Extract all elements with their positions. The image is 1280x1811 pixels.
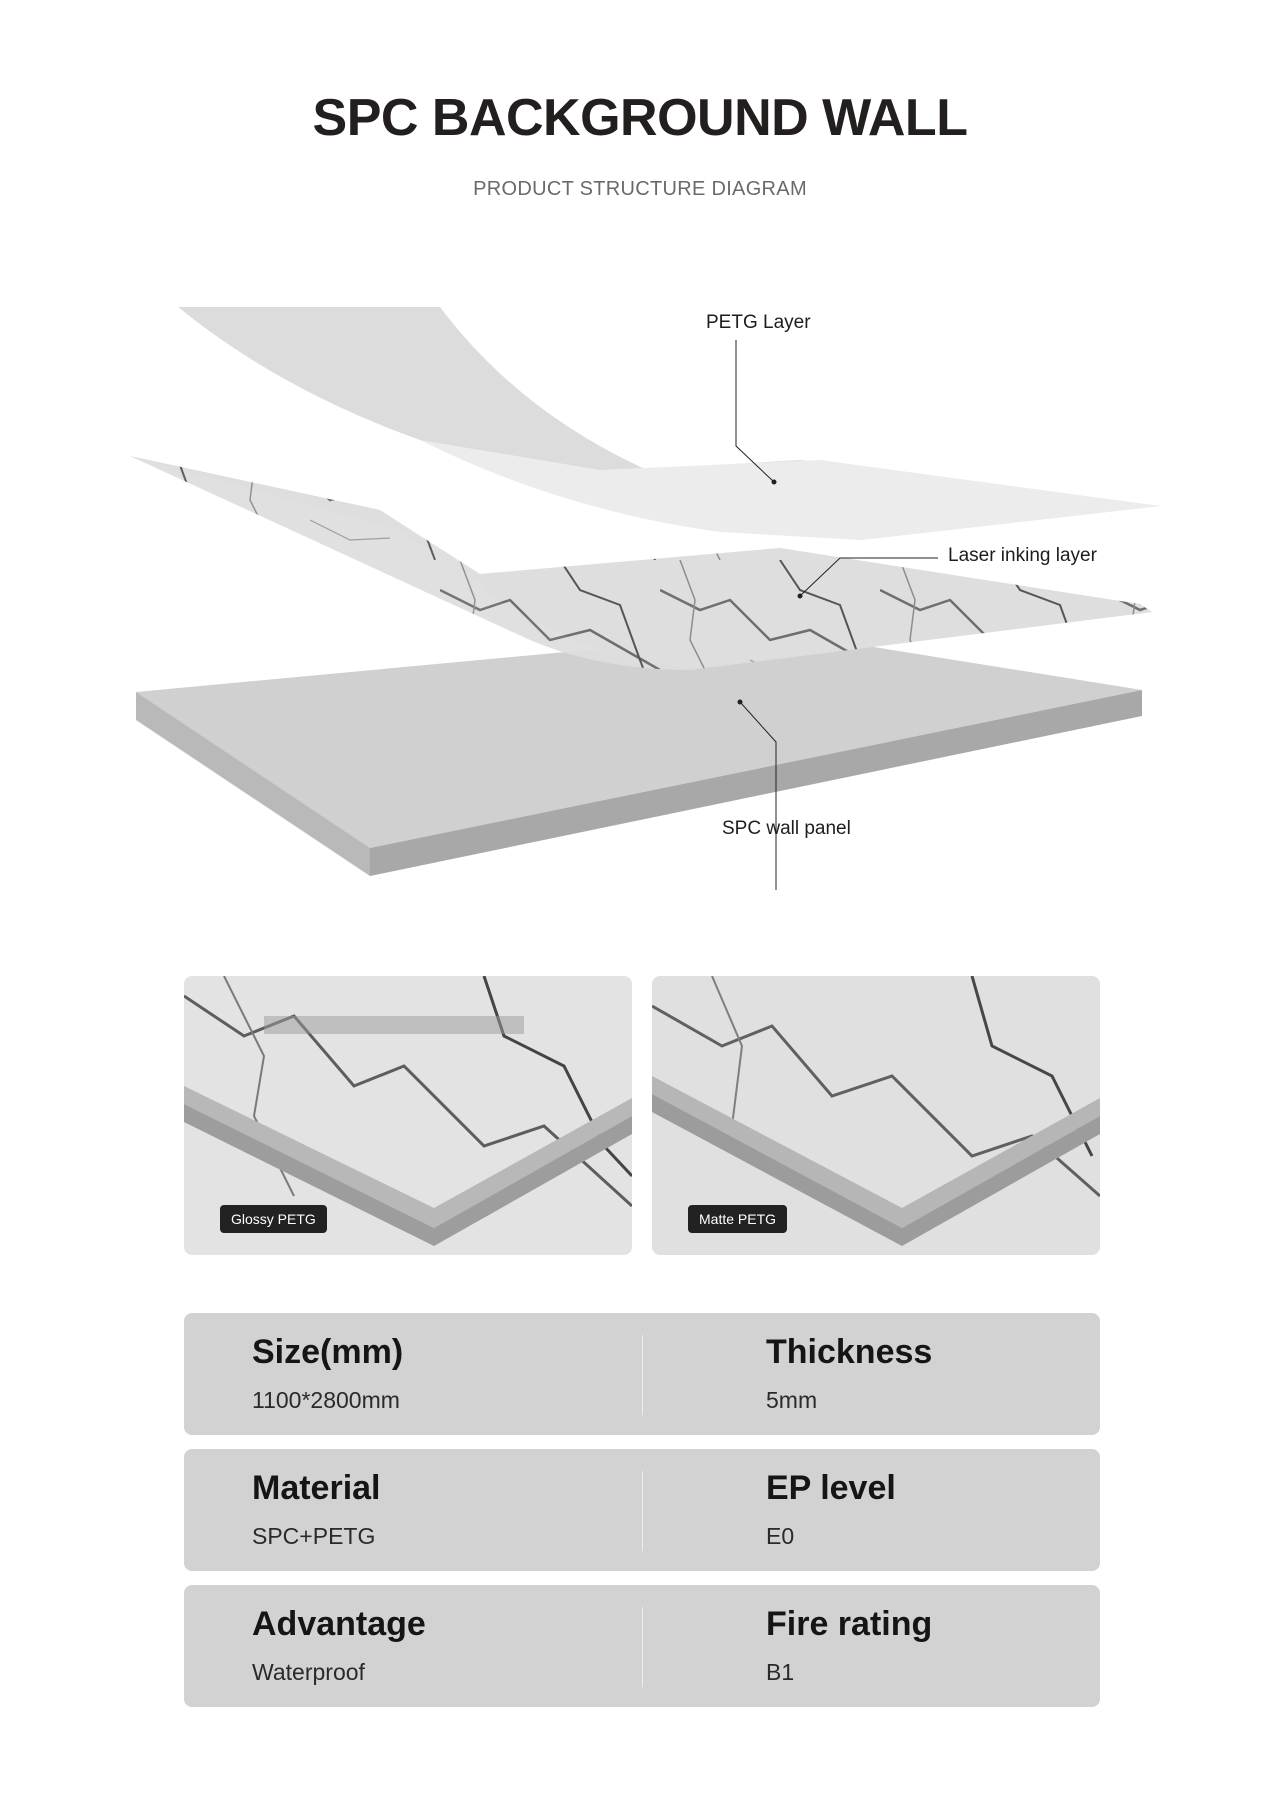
spec-value: Waterproof [252, 1659, 365, 1685]
spec-row-advantage-fire [184, 1585, 1100, 1707]
panel-marker [738, 700, 743, 705]
matte-petg-tag: Matte PETG [688, 1205, 787, 1233]
spec-label: Advantage [252, 1605, 426, 1643]
spec-label: Thickness [766, 1333, 933, 1371]
spec-divider [642, 1607, 643, 1687]
spec-value: B1 [766, 1659, 795, 1685]
glossy-petg-photo [184, 976, 632, 1255]
glossy-petg-tag: Glossy PETG [220, 1205, 327, 1233]
spec-label: Size(mm) [252, 1333, 404, 1371]
laser-inking-layer-label: Laser inking layer [948, 545, 1097, 566]
laser-marker [798, 594, 803, 599]
spec-value: SPC+PETG [252, 1523, 376, 1549]
page-subtitle: PRODUCT STRUCTURE DIAGRAM [473, 178, 807, 200]
petg-marker [772, 480, 777, 485]
spec-label: Material [252, 1469, 381, 1507]
spc-panel-shape [136, 632, 1142, 876]
spec-label: EP level [766, 1469, 896, 1507]
spec-divider [642, 1471, 643, 1551]
spec-divider [642, 1335, 643, 1415]
spec-value: 1100*2800mm [252, 1387, 400, 1413]
matte-petg-photo [652, 976, 1100, 1255]
page-title: SPC BACKGROUND WALL [312, 89, 968, 147]
petg-layer-label: PETG Layer [706, 312, 811, 333]
spec-row-material-ep [184, 1449, 1100, 1571]
spec-row-size-thickness [184, 1313, 1100, 1435]
spec-label: Fire rating [766, 1605, 933, 1643]
spec-value: 5mm [766, 1387, 818, 1413]
spec-value: E0 [766, 1523, 795, 1549]
spc-wall-panel-label: SPC wall panel [722, 818, 851, 839]
